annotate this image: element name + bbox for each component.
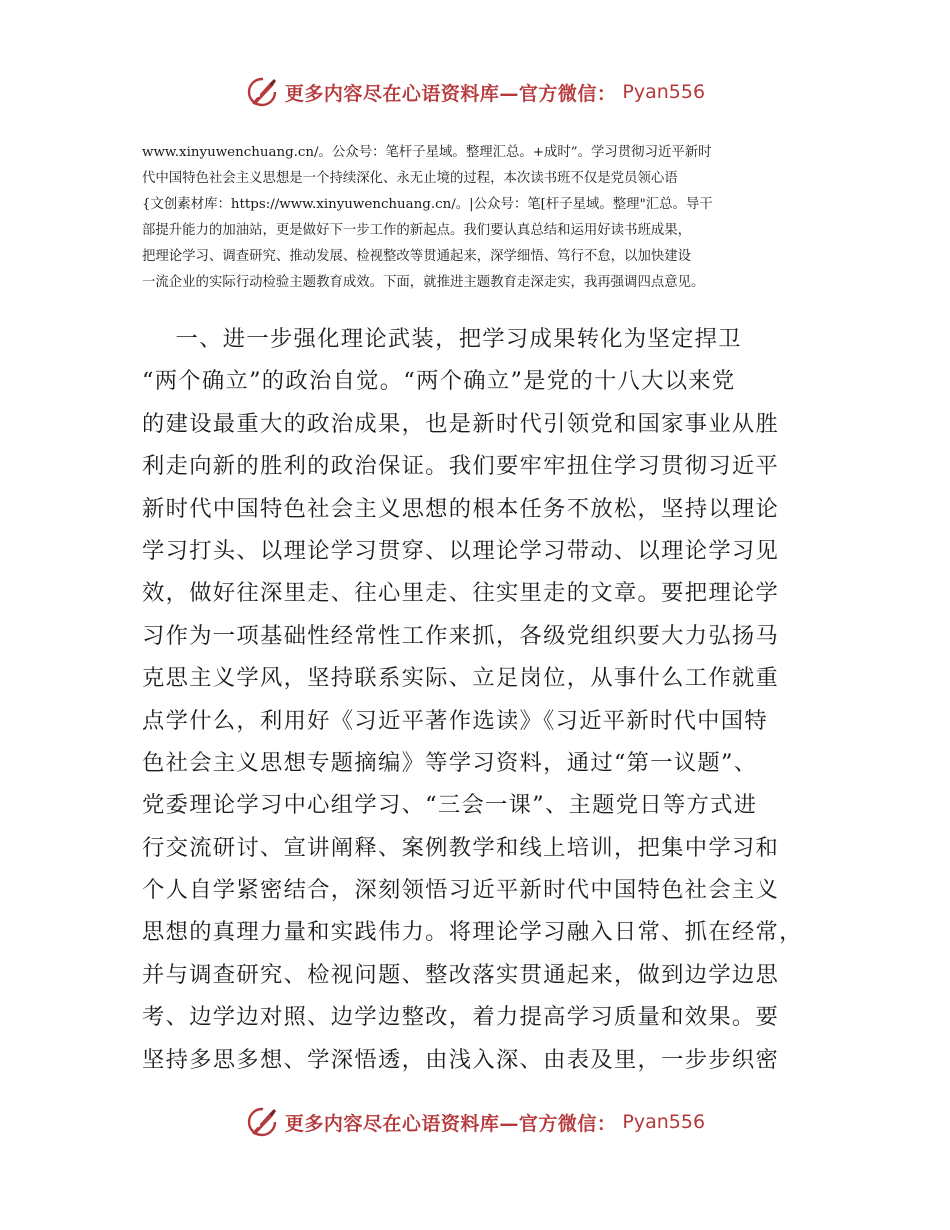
- body-paragraph: [142, 318, 832, 1081]
- intro-line: 一流企业的实际行动检验主题教育成效。下面，就推进主题教育走深走实，我再强调四点意见。: [142, 275, 705, 290]
- intro-line: 代中国特色社会主义思想是一个持续深化、永无止境的过程，本次读书班不仅是党员领心语: [142, 171, 678, 186]
- body-line: 行交流研讨、宣讲阐释、案例教学和线上培训，把集中学习和: [142, 834, 780, 861]
- intro-paragraph: [142, 140, 832, 296]
- header-wechat-id: Pyan556: [622, 81, 706, 103]
- header-slogan: 更多内容尽在心语资料库—官方微信：: [284, 82, 617, 105]
- body-line: 考、边学边对照、边学边整改，着力提高学习质量和效果。要: [142, 1004, 780, 1031]
- footer-banner: [0, 1100, 950, 1144]
- intro-line: 部提升能力的加油站，更是做好下一步工作的新起点。我们要认真总结和运用好读书班成果，: [142, 223, 692, 238]
- footer-wechat-id: Pyan556: [622, 1111, 706, 1133]
- body-line: 新时代中国特色社会主义思想的根本任务不放松，坚持以理论: [142, 495, 780, 522]
- intro-line: {文创素材库：https://www.xinyuwenchuang.cn/。|公众号：笔[杆子星域。整理"汇总。导干: [142, 197, 713, 212]
- intro-line: www.xinyuwenchuang.cn/。公众号：笔杆子星域。整理汇总。+成时”。学习贯彻习近平新时: [142, 145, 712, 160]
- body-line: 点学什么，利用好《习近平著作选读》《习近平新时代中国特: [142, 707, 768, 734]
- body-line: 并与调查研究、检视问题、整改落实贯通起来，做到边学边思: [142, 961, 780, 988]
- body-line: 克思主义学风，坚持联系实际、立足岗位，从事什么工作就重: [142, 665, 780, 692]
- body-line: “两个确立”的政治自觉。“两个确立”是党的十八大以来党: [142, 368, 736, 395]
- body-line: 学习打头、以理论学习贯穿、以理论学习带动、以理论学习见: [142, 537, 780, 564]
- body-line: 习作为一项基础性经常性工作来抓，各级党组织要大力弘扬马: [142, 622, 780, 649]
- body-line: 坚持多思多想、学深悟透，由浅入深、由表及里，一步步织密: [142, 1046, 780, 1073]
- red-pen-seal-logo-icon: [245, 1105, 279, 1139]
- body-line: 党委理论学习中心组学习、“三会一课”、主题党日等方式进: [142, 792, 758, 819]
- body-line: 一、进一步强化理论武装，把学习成果转化为坚定捍卫: [142, 326, 742, 352]
- footer-slogan: 更多内容尽在心语资料库—官方微信：: [284, 1112, 617, 1135]
- body-line: 思想的真理力量和实践伟力。将理论学习融入日常、抓在经常，: [142, 919, 803, 946]
- body-line: 色社会主义思想专题摘编》等学习资料，通过“第一议题”、: [142, 749, 758, 776]
- header-banner: [0, 70, 950, 114]
- body-line: 的建设最重大的政治成果，也是新时代引领党和国家事业从胜: [142, 410, 780, 437]
- body-line: 个人自学紧密结合，深刻领悟习近平新时代中国特色社会主义: [142, 877, 780, 904]
- body-line: 利走向新的胜利的政治保证。我们要牢牢扭住学习贯彻习近平: [142, 453, 780, 480]
- intro-line: 把理论学习、调查研究、推动发展、检视整改等贯通起来，深学细悟、笃行不怠，以加快建设: [142, 249, 692, 264]
- red-pen-seal-logo-icon: [245, 75, 279, 109]
- body-line: 效，做好往深里走、往心里走、往实里走的文章。要把理论学: [142, 580, 780, 607]
